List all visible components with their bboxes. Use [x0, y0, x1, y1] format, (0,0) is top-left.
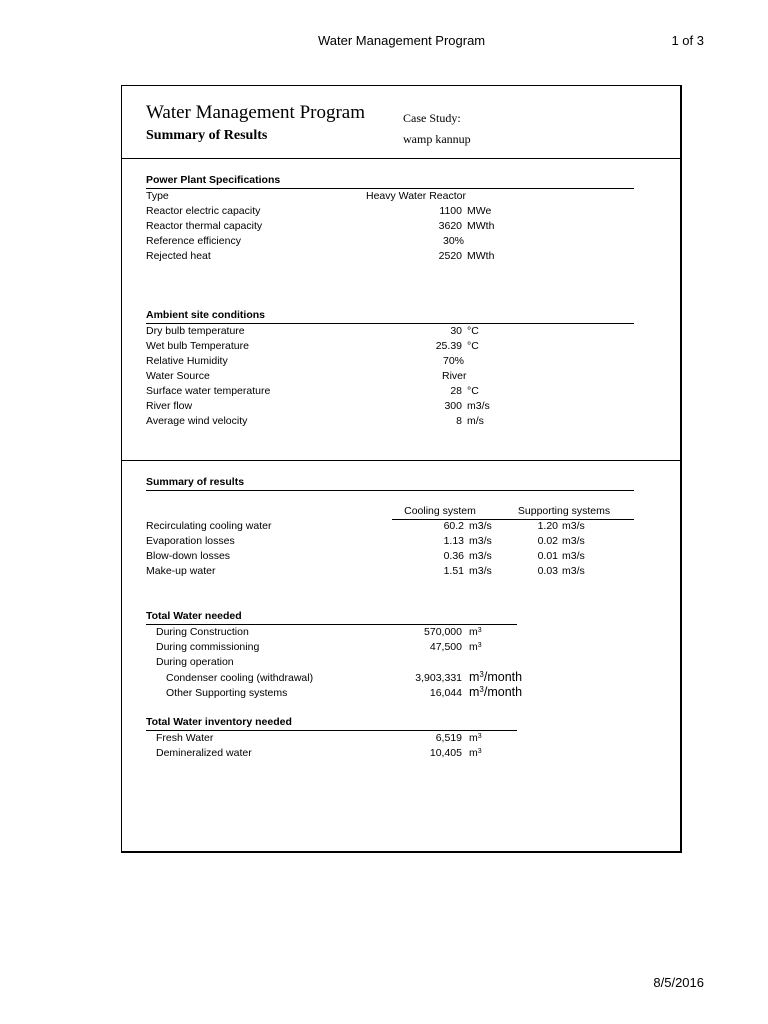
total-row-commissioning: During commissioning 47,500 $m^3$ [156, 641, 482, 653]
ambient-row-wetbulb: Wet bulb Temperature 25.39 °C [146, 340, 479, 352]
inventory-row-demin: Demineralized water 10,405 $m^3$ [156, 747, 482, 759]
footer-date: 8/5/2016 [653, 975, 704, 990]
case-study-name: wamp kannup [403, 132, 471, 146]
ambient-row-source: Water Source River [146, 370, 467, 382]
ambient-row-drybulb: Dry bulb temperature 30 °C [146, 325, 479, 337]
summary-row-makeup: Make-up water 1.51 m3/s 0.03 m3/s [146, 565, 585, 577]
spec-row-electric: Reactor electric capacity 1100 MWe [146, 205, 492, 217]
ambient-heading: Ambient site conditions [146, 309, 266, 321]
summary-underline [146, 490, 634, 491]
ambient-row-wind: Average wind velocity 8 m/s [146, 415, 484, 427]
spec-row-efficiency: Reference efficiency 30% [146, 235, 464, 247]
case-study-label: Case Study: [403, 111, 461, 125]
col-head-supporting: Supporting systems [517, 505, 611, 517]
report-title-block [146, 101, 365, 146]
inventory-row-fresh: Fresh Water 6,519 $m^3$ [156, 732, 482, 744]
spec-row-type: Type Heavy Water Reactor [146, 190, 466, 202]
ambient-row-surface-temp: Surface water temperature 28 °C [146, 385, 479, 397]
case-study-block [403, 108, 471, 149]
ambient-row-humidity: Relative Humidity 70% [146, 355, 464, 367]
total-row-condenser: Condenser cooling (withdrawal) 3,903,331 $m^3$/month [166, 670, 523, 684]
page-number: 1 of 3 [671, 33, 704, 48]
col-head-cooling: Cooling system [404, 505, 476, 517]
report-main-title: Water Management Program [146, 102, 366, 123]
section-divider [122, 460, 680, 461]
total-row-construction: During Construction 570,000 $m^3$ [156, 626, 482, 638]
spec-row-rejected: Rejected heat 2520 MWth [146, 250, 495, 262]
summary-row-evaporation: Evaporation losses 1.13 m3/s 0.02 m3/s [146, 535, 585, 547]
total-row-operation: During operation [156, 656, 234, 668]
section-divider [122, 158, 680, 159]
ambient-row-river-flow: River flow 300 m3/s [146, 400, 490, 412]
summary-row-recirculating: Recirculating cooling water 60.2 m3/s 1.20 m3/s [146, 520, 585, 532]
page-header [0, 33, 768, 51]
summary-heading: Summary of results [146, 476, 245, 488]
total-water-heading: Total Water needed [146, 610, 242, 622]
report-sub-title: Summary of Results [146, 128, 268, 143]
report-frame [121, 85, 682, 853]
summary-row-blowdown: Blow-down losses 0.36 m3/s 0.01 m3/s [146, 550, 585, 562]
plant-spec-heading: Power Plant Specifications [146, 174, 281, 186]
total-row-supporting: Other Supporting systems 16,044 $m^3$/month [166, 685, 523, 699]
header-title: Water Management Program [318, 33, 486, 48]
inventory-heading: Total Water inventory needed [146, 716, 292, 728]
spec-row-thermal: Reactor thermal capacity 3620 MWth [146, 220, 495, 232]
